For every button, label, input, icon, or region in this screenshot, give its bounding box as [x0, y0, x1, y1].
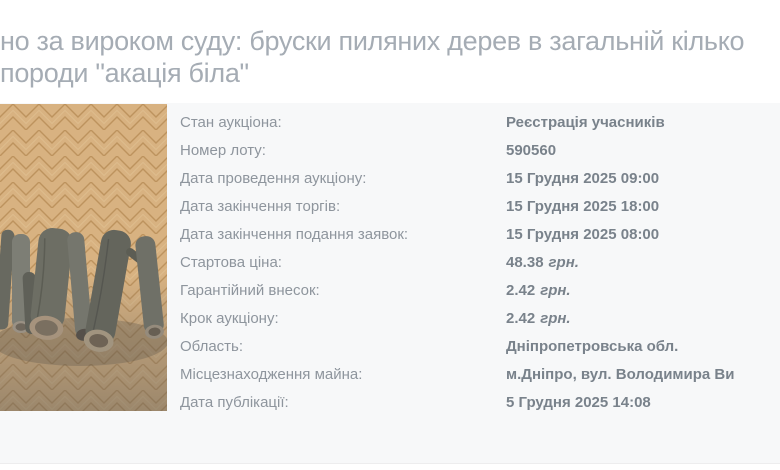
- auction-details-table: [180, 108, 780, 416]
- row-value: 48.38: [506, 253, 544, 271]
- row-application-end-date: [180, 220, 780, 248]
- row-label: Дата проведення аукціону:: [180, 169, 367, 187]
- row-value: 5 Грудня 2025 14:08: [506, 393, 651, 411]
- row-label: Номер лоту:: [180, 141, 266, 159]
- row-label: Дата публікації:: [180, 393, 289, 411]
- row-value: 15 Грудня 2025 08:00: [506, 225, 660, 243]
- row-unit: грн.: [540, 281, 571, 299]
- row-value: 15 Грудня 2025 09:00: [506, 169, 660, 187]
- row-lot-number: [180, 136, 780, 164]
- row-bidding-end-date: [180, 192, 780, 220]
- row-value: 15 Грудня 2025 18:00: [506, 197, 660, 215]
- row-starting-price: [180, 248, 780, 276]
- lot-photo[interactable]: [0, 104, 167, 411]
- row-label: Дата закінчення торгів:: [180, 197, 341, 215]
- row-value: Дніпропетровська обл.: [506, 337, 679, 355]
- row-value: м.Дніпро, вул. Володимира Ви: [506, 365, 735, 383]
- row-label: Стартова ціна:: [180, 253, 282, 271]
- row-label: Місцезнаходження майна:: [180, 365, 363, 383]
- row-auction-date: [180, 164, 780, 192]
- row-region: [180, 332, 780, 360]
- row-auction-step: [180, 304, 780, 332]
- row-value: Реєстрація учасників: [506, 113, 665, 131]
- row-label: Гарантійний внесок:: [180, 281, 320, 299]
- lot-title-line2: породи "акація біла": [0, 58, 249, 88]
- row-guarantee-fee: [180, 276, 780, 304]
- row-unit: грн.: [548, 253, 579, 271]
- row-unit: грн.: [540, 309, 571, 327]
- row-publication-date: [180, 388, 780, 416]
- row-property-location: [180, 360, 780, 388]
- row-label: Дата закінчення подання заявок:: [180, 225, 409, 243]
- row-value: 2.42: [506, 281, 536, 299]
- row-value: 590560: [506, 141, 557, 159]
- row-value: 2.42: [506, 309, 536, 327]
- row-label: Область:: [180, 337, 244, 355]
- lot-title-line1: но за вироком суду: бруски пиляних дерев в загальній кілько: [0, 26, 745, 56]
- row-label: Стан аукціона:: [180, 113, 282, 131]
- row-auction-status: [180, 108, 780, 136]
- lot-title: [0, 25, 780, 89]
- row-label: Крок аукціону:: [180, 309, 279, 327]
